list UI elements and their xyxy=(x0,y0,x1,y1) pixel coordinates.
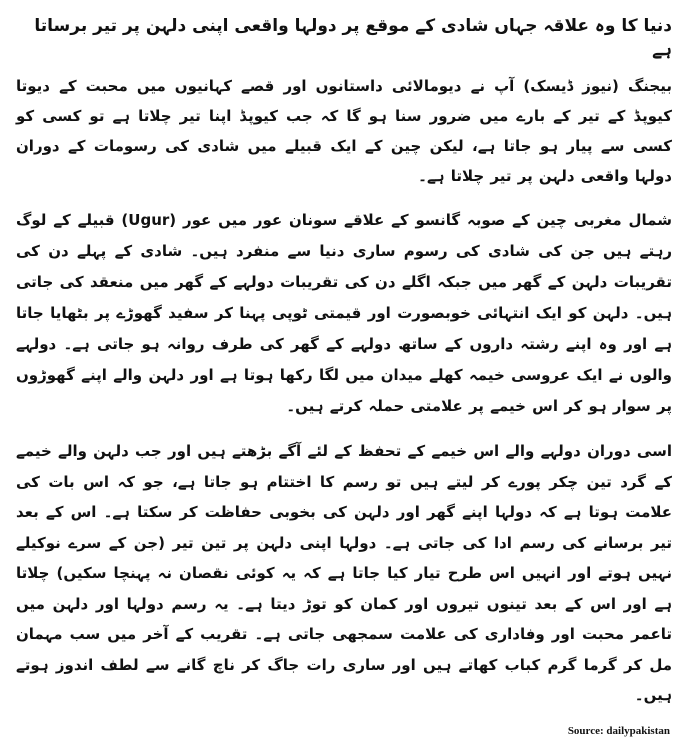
article-paragraph-2: شمال مغربی چین کے صوبہ گانسو کے علاقے سونان عور میں عور (Ugur) قبیلے کے لوگ رہتے ہیں جن کی شادی کی رسوم ساری دنیا سے منفرد ہیں۔ شادی کے پہلے دن کی تقریبات دلہن کے گھر میں جبکہ اگلے دن کی تقریبات دولہے کے گھر میں منعقد کی جاتی ہیں۔ دلہن کو ایک انتہائی خوبصورت اور قیمتی ٹوپی پہنا کر سفید گھوڑے پر بٹھایا جاتا ہے اور وہ اپنے رشتہ داروں کے ساتھ دولہے کے گھر کی طرف روانہ ہو جاتی ہے۔ دولہے والوں نے ایک عروسی خیمہ کھلے میدان میں لگا رکھا ہوتا ہے اور دلہن والے اپنے گھوڑوں پر سوار ہو کر اس خیمے پر علامتی حملہ کرتے ہیں۔ xyxy=(16,211,672,415)
article-paragraph-1: بیجنگ (نیوز ڈیسک) آپ نے دیومالائی داستانوں اور قصے کہانیوں میں محبت کے دیوتا کیوپڈ کے تیر کے بارے میں ضرور سنا ہو گا کہ جب کیوپڈ اپنا تیر چلاتا ہے تو کسی کو کسی سے پیار ہو جاتا ہے، لیکن چین کے ایک قبیلے میں شادی کی رسومات کے دوران دولہا واقعی دلہن پر تیر چلاتا ہے۔ xyxy=(16,77,672,185)
article-headline: دنیا کا وہ علاقہ جہاں شادی کے موقع پر دولہا واقعی اپنی دلہن پر تیر برساتا ہے xyxy=(34,16,672,60)
urdu-article xyxy=(16,14,672,711)
article-paragraph-3: اسی دوران دولہے والے اس خیمے کے تحفظ کے لئے آگے بڑھتے ہیں اور جب دلہن والے خیمے کے گرد تین چکر پورے کر لیتے ہیں تو رسم کا اختتام ہو جاتا ہے، جو کہ اس بات کی علامت ہوتا ہے کہ دولہا اپنے گھر اور دلہن کی بخوبی حفاظت کر سکتا ہے۔ اس کے بعد تیر برسانے کی رسم ادا کی جاتی ہے۔ دولہا اپنی دلہن پر تین تیر (جن کے سرے نوکیلے نہیں ہوتے اور انہیں اس طرح تیار کیا جاتا ہے کہ یہ کوئی نقصان نہ پہنچا سکیں) چلاتا ہے اور اس کے بعد تینوں تیروں اور کمان کو توڑ دیتا ہے۔ یہ رسم دولہا اور دلہن میں تاعمر محبت اور وفاداری کی علامت سمجھی جاتی ہے۔ تقریب کے آخر میں سب مہمان مل کر گرما گرم کباب کھاتے ہیں اور ساری رات جاگ کر ناچ گانے سے لطف اندوز ہوتے ہیں۔ xyxy=(16,442,672,704)
source-credit: Source: dailypakistan xyxy=(567,725,670,737)
